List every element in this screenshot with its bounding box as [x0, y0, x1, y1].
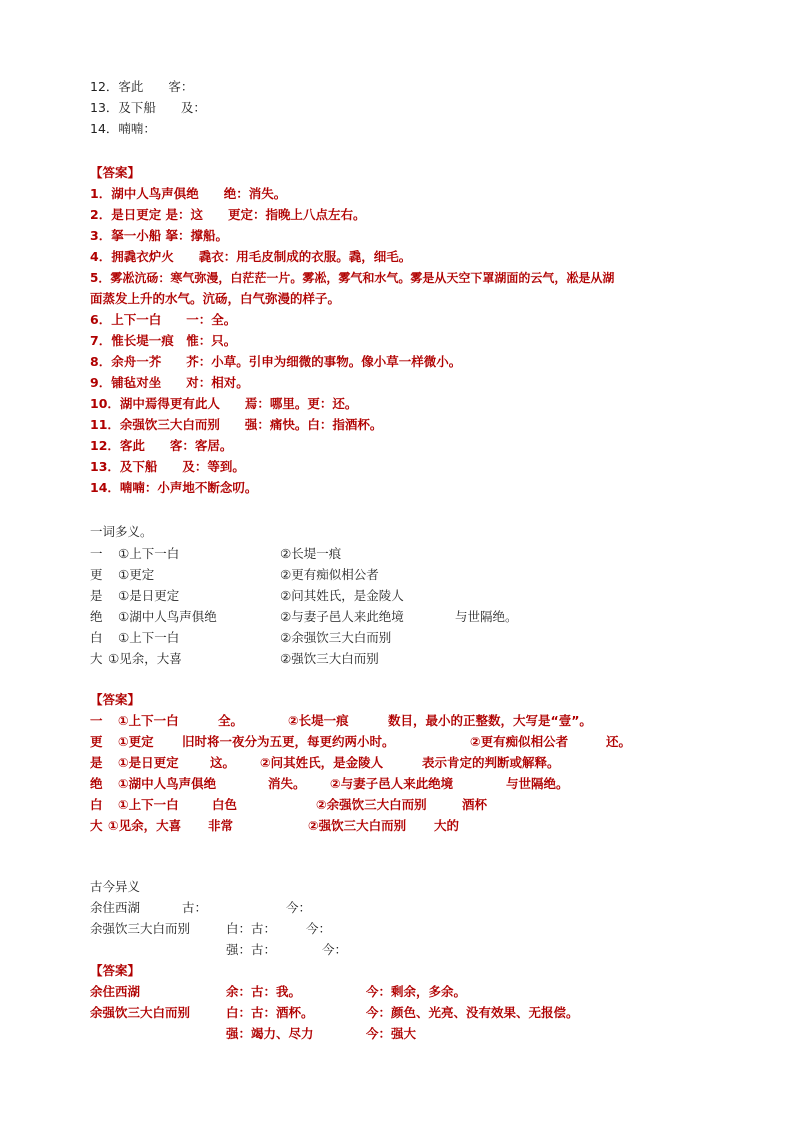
polysemy-sense-a: ①上下一白 — [118, 630, 180, 645]
gujin-ancient-blank: 古： — [182, 900, 208, 915]
polysemy-answer-sense-a: ①见余，大喜 — [108, 818, 182, 833]
polysemy-answer-sense-b: ②强饮三大白而别 — [308, 818, 407, 833]
polysemy-answer-word: 大 — [90, 818, 103, 833]
answer-item: 9．铺毡对坐 对：相对。 — [90, 375, 249, 390]
answer-item: 7．惟长堤一痕 惟：只。 — [90, 333, 237, 348]
gujin-modern-blank: 今： — [286, 900, 312, 915]
polysemy-answer-meaning-a: 非常 — [208, 818, 234, 833]
polysemy-sense-a: ①湖中人鸟声俱绝 — [118, 609, 217, 624]
polysemy-sense-b: ②问其姓氏，是金陵人 — [280, 588, 404, 603]
polysemy-answer-sense-b: ②问其姓氏，是金陵人 — [260, 755, 384, 770]
polysemy-answer-sense-b: ②长堤一痕 — [288, 713, 349, 728]
answer-item-continued: 面蒸发上升的水气。沆砀，白气弥漫的样子。 — [90, 291, 341, 306]
polysemy-answer-row — [90, 754, 560, 772]
polysemy-row — [90, 608, 518, 626]
polysemy-sense-b: ②与妻子邑人来此绝境 — [280, 609, 404, 624]
gujin-ancient-blank: 强：古： — [226, 942, 277, 957]
gujin-answer-ancient: 白：古：酒杯。 — [226, 1005, 314, 1020]
answer-item: 5．雾凇沆砀：寒气弥漫，白茫茫一片。雾凇，雾气和水气。雾是从天空下罩湖面的云气，凇是从湖 — [90, 271, 615, 285]
polysemy-word: 大 — [90, 651, 103, 666]
polysemy-answer-sense-a: ①上下一白 — [118, 713, 179, 728]
gujin-question-row — [90, 920, 332, 938]
polysemy-answer-label: 【答案】 — [90, 692, 141, 707]
gujin-phrase: 余住西湖 — [90, 900, 141, 915]
answer-item: 10．湖中焉得更有此人 焉：哪里。更：还。 — [90, 396, 358, 411]
polysemy-answer-word: 绝 — [90, 776, 103, 791]
gujin-answer-ancient: 强：竭力、尽力 — [226, 1026, 314, 1041]
polysemy-sense-a: ①见余，大喜 — [108, 651, 182, 666]
polysemy-answer-sense-b: ②与妻子邑人来此绝境 — [330, 776, 454, 791]
gujin-modern-blank: 今： — [306, 921, 332, 936]
gujin-answer-modern: 今：强大 — [366, 1026, 417, 1041]
polysemy-answer-meaning-b: 酒杯 — [462, 797, 488, 812]
polysemy-answer-meaning-a: 旧时将一夜分为五更，每更约两小时。 — [182, 734, 395, 749]
gujin-ancient-blank: 白：古： — [226, 921, 277, 936]
gujin-answer-row — [90, 1004, 579, 1022]
polysemy-sense-a: ①更定 — [118, 567, 155, 582]
polysemy-answer-meaning-b: 大的 — [434, 818, 460, 833]
gujin-answer-modern: 今：剩余，多余。 — [366, 984, 467, 999]
gujin-answer-phrase: 余住西湖 — [90, 984, 141, 999]
polysemy-answer-sense-a: ①上下一白 — [118, 797, 179, 812]
gujin-answer-phrase: 余强饮三大白而别 — [90, 1005, 191, 1020]
answer-item: 11．余强饮三大白而别 强：痛快。白：指酒杯。 — [90, 417, 383, 432]
polysemy-sense-a: ①是日更定 — [118, 588, 180, 603]
answer-item: 8．余舟一芥 芥：小草。引申为细微的事物。像小草一样微小。 — [90, 354, 462, 369]
polysemy-answer-word: 一 — [90, 713, 103, 728]
polysemy-answer-row — [90, 712, 592, 730]
polysemy-word: 白 — [90, 630, 103, 645]
answer-item: 4．拥毳衣炉火 毳衣：用毛皮制成的衣服。毳，细毛。 — [90, 249, 412, 264]
polysemy-row — [90, 587, 404, 605]
polysemy-answer-row — [90, 817, 460, 835]
gujin-modern-blank: 今： — [322, 942, 348, 957]
question-item-13: 13．及下船 及： — [90, 100, 206, 115]
answer-item: 1．湖中人鸟声俱绝 绝：消失。 — [90, 186, 287, 201]
polysemy-answer-sense-b: ②余强饮三大白而别 — [316, 797, 427, 812]
polysemy-row — [90, 650, 379, 668]
polysemy-answer-row — [90, 733, 632, 751]
polysemy-answer-word: 是 — [90, 755, 103, 770]
answer-item: 12．客此 客：客居。 — [90, 438, 233, 453]
polysemy-answer-meaning-b: 表示肯定的判断或解释。 — [422, 755, 560, 770]
polysemy-answer-sense-a: ①是日更定 — [118, 755, 179, 770]
polysemy-sense-b: ②长堤一痕 — [280, 546, 342, 561]
polysemy-answer-sense-a: ①更定 — [118, 734, 154, 749]
answer-item: 14．喃喃：小声地不断念叨。 — [90, 480, 258, 495]
polysemy-sense-note: 与世隔绝。 — [455, 609, 518, 624]
polysemy-word: 一 — [90, 546, 103, 561]
answer-label: 【答案】 — [90, 165, 141, 180]
polysemy-sense-a: ①上下一白 — [118, 546, 180, 561]
gujin-title: 古今异义 — [90, 879, 141, 894]
gujin-answer-ancient: 余：古：我。 — [226, 984, 302, 999]
polysemy-sense-b: ②更有痴似相公者 — [280, 567, 379, 582]
gujin-question-row — [90, 899, 312, 917]
polysemy-answer-sense-b: ②更有痴似相公者 — [470, 734, 569, 749]
gujin-answer-modern: 今：颜色、光亮、没有效果、无报偿。 — [366, 1005, 579, 1020]
answer-item: 6．上下一白 一：全。 — [90, 312, 237, 327]
polysemy-answer-row — [90, 775, 569, 793]
gujin-answer-label: 【答案】 — [90, 963, 141, 978]
polysemy-word: 绝 — [90, 609, 103, 624]
polysemy-row — [90, 566, 379, 584]
polysemy-answer-meaning-b: 与世隔绝。 — [506, 776, 569, 791]
gujin-answer-row — [90, 983, 467, 1001]
polysemy-answer-meaning-b: 还。 — [606, 734, 632, 749]
question-item-14: 14．喃喃： — [90, 121, 156, 136]
polysemy-answer-sense-a: ①湖中人鸟声俱绝 — [118, 776, 217, 791]
polysemy-sense-b: ②强饮三大白而别 — [280, 651, 379, 666]
polysemy-word: 是 — [90, 588, 103, 603]
polysemy-sense-b: ②余强饮三大白而别 — [280, 630, 392, 645]
polysemy-word: 更 — [90, 567, 103, 582]
answer-item: 2．是日更定 是：这 更定：指晚上八点左右。 — [90, 207, 366, 222]
polysemy-answer-meaning-a: 这。 — [210, 755, 236, 770]
polysemy-answer-word: 更 — [90, 734, 103, 749]
polysemy-answer-meaning-a: 白色 — [212, 797, 238, 812]
polysemy-row — [90, 545, 342, 563]
polysemy-row — [90, 629, 392, 647]
polysemy-answer-meaning-a: 全。 — [218, 713, 244, 728]
question-item-12: 12．客此 客： — [90, 79, 194, 94]
polysemy-title: 一词多义。 — [90, 524, 153, 539]
polysemy-answer-meaning-a: 消失。 — [268, 776, 306, 791]
polysemy-answer-meaning-b: 数目，最小的正整数，大写是“壹”。 — [388, 713, 592, 728]
gujin-phrase: 余强饮三大白而别 — [90, 921, 191, 936]
answer-item: 3．拏一小船 拏：撑船。 — [90, 228, 229, 243]
polysemy-answer-word: 白 — [90, 797, 103, 812]
polysemy-answer-row — [90, 796, 488, 814]
answer-item: 13．及下船 及：等到。 — [90, 459, 245, 474]
